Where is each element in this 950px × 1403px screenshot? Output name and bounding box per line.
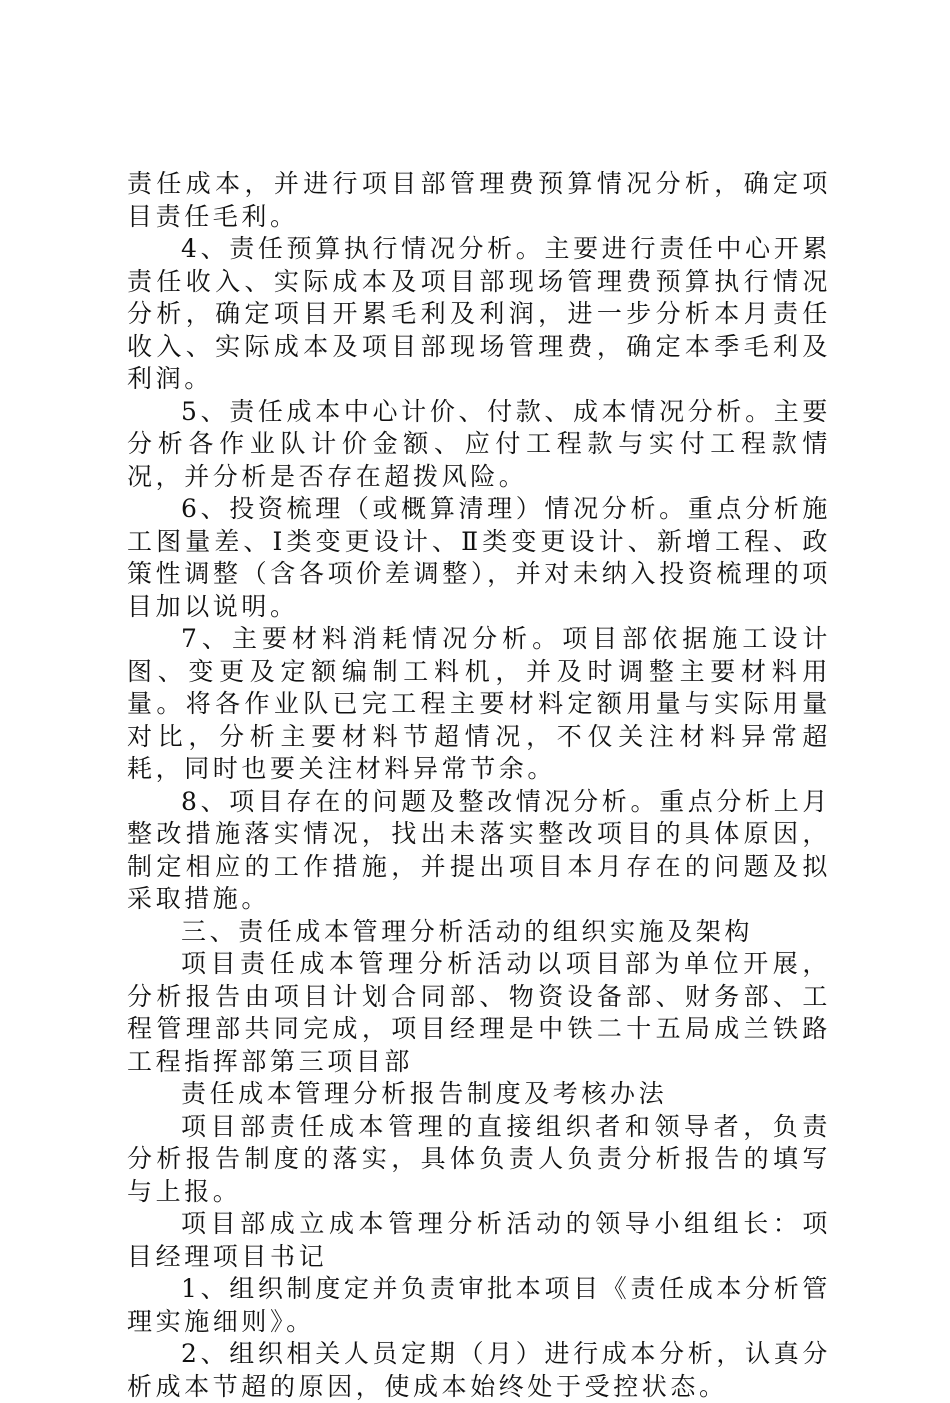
paragraph-8: 项目部责任成本管理的直接组织者和领导者，负责分析报告制度的落实，具体负责人负责分析报告的填写与上报。 [127, 1111, 831, 1206]
paragraph-3: 5、责任成本中心计价、付款、成本情况分析。主要分析各作业队计价金额、应付工程款与实付工程款情况，并分析是否存在超拨风险。 [127, 396, 831, 491]
paragraph-7: 项目责任成本管理分析活动以项目部为单位开展，分析报告由项目计划合同部、物资设备部、财务部、工程管理部共同完成，项目经理是中铁二十五局成兰铁路工程指挥部第三项目部 [127, 949, 831, 1076]
paragraph-6: 8、项目存在的问题及整改情况分析。重点分析上月整改措施落实情况，找出未落实整改项目的具体原因，制定相应的工作措施，并提出项目本月存在的问题及拟采取措施。 [127, 786, 831, 913]
paragraph-5: 7、主要材料消耗情况分析。项目部依据施工设计图、变更及定额编制工料机，并及时调整主要材料用量。将各作业队已完工程主要材料定额用量与实际用量对比，分析主要材料节超情况，不仅关注材料异常超耗，同时也要关注材料异常节余。 [127, 624, 831, 783]
document-body [127, 168, 831, 1403]
section-heading: 三、责任成本管理分析活动的组织实施及架构 [181, 916, 754, 946]
paragraph-11: 2、组织相关人员定期（月）进行成本分析，认真分析成本节超的原因，使成本始终处于受控状态。 [127, 1339, 831, 1401]
subheading: 责任成本管理分析报告制度及考核办法 [181, 1079, 668, 1108]
paragraph-4: 6、投资梳理（或概算清理）情况分析。重点分析施工图量差、Ⅰ类变更设计、Ⅱ类变更设计、新增工程、政策性调整（含各项价差调整），并对未纳入投资梳理的项目加以说明。 [127, 494, 831, 621]
paragraph-2: 4、责任预算执行情况分析。主要进行责任中心开累责任收入、实际成本及项目部现场管理费预算执行情况分析，确定项目开累毛利及利润，进一步分析本月责任收入、实际成本及项目部现场管理费，确定本季毛利及利润。 [127, 234, 831, 393]
paragraph-9: 项目部成立成本管理分析活动的领导小组组长：项目经理项目书记 [127, 1209, 831, 1271]
paragraph-1: 责任成本，并进行项目部管理费预算情况分析，确定项目责任毛利。 [127, 169, 831, 231]
paragraph-10: 1、组织制度定并负责审批本项目《责任成本分析管理实施细则》。 [127, 1274, 831, 1336]
